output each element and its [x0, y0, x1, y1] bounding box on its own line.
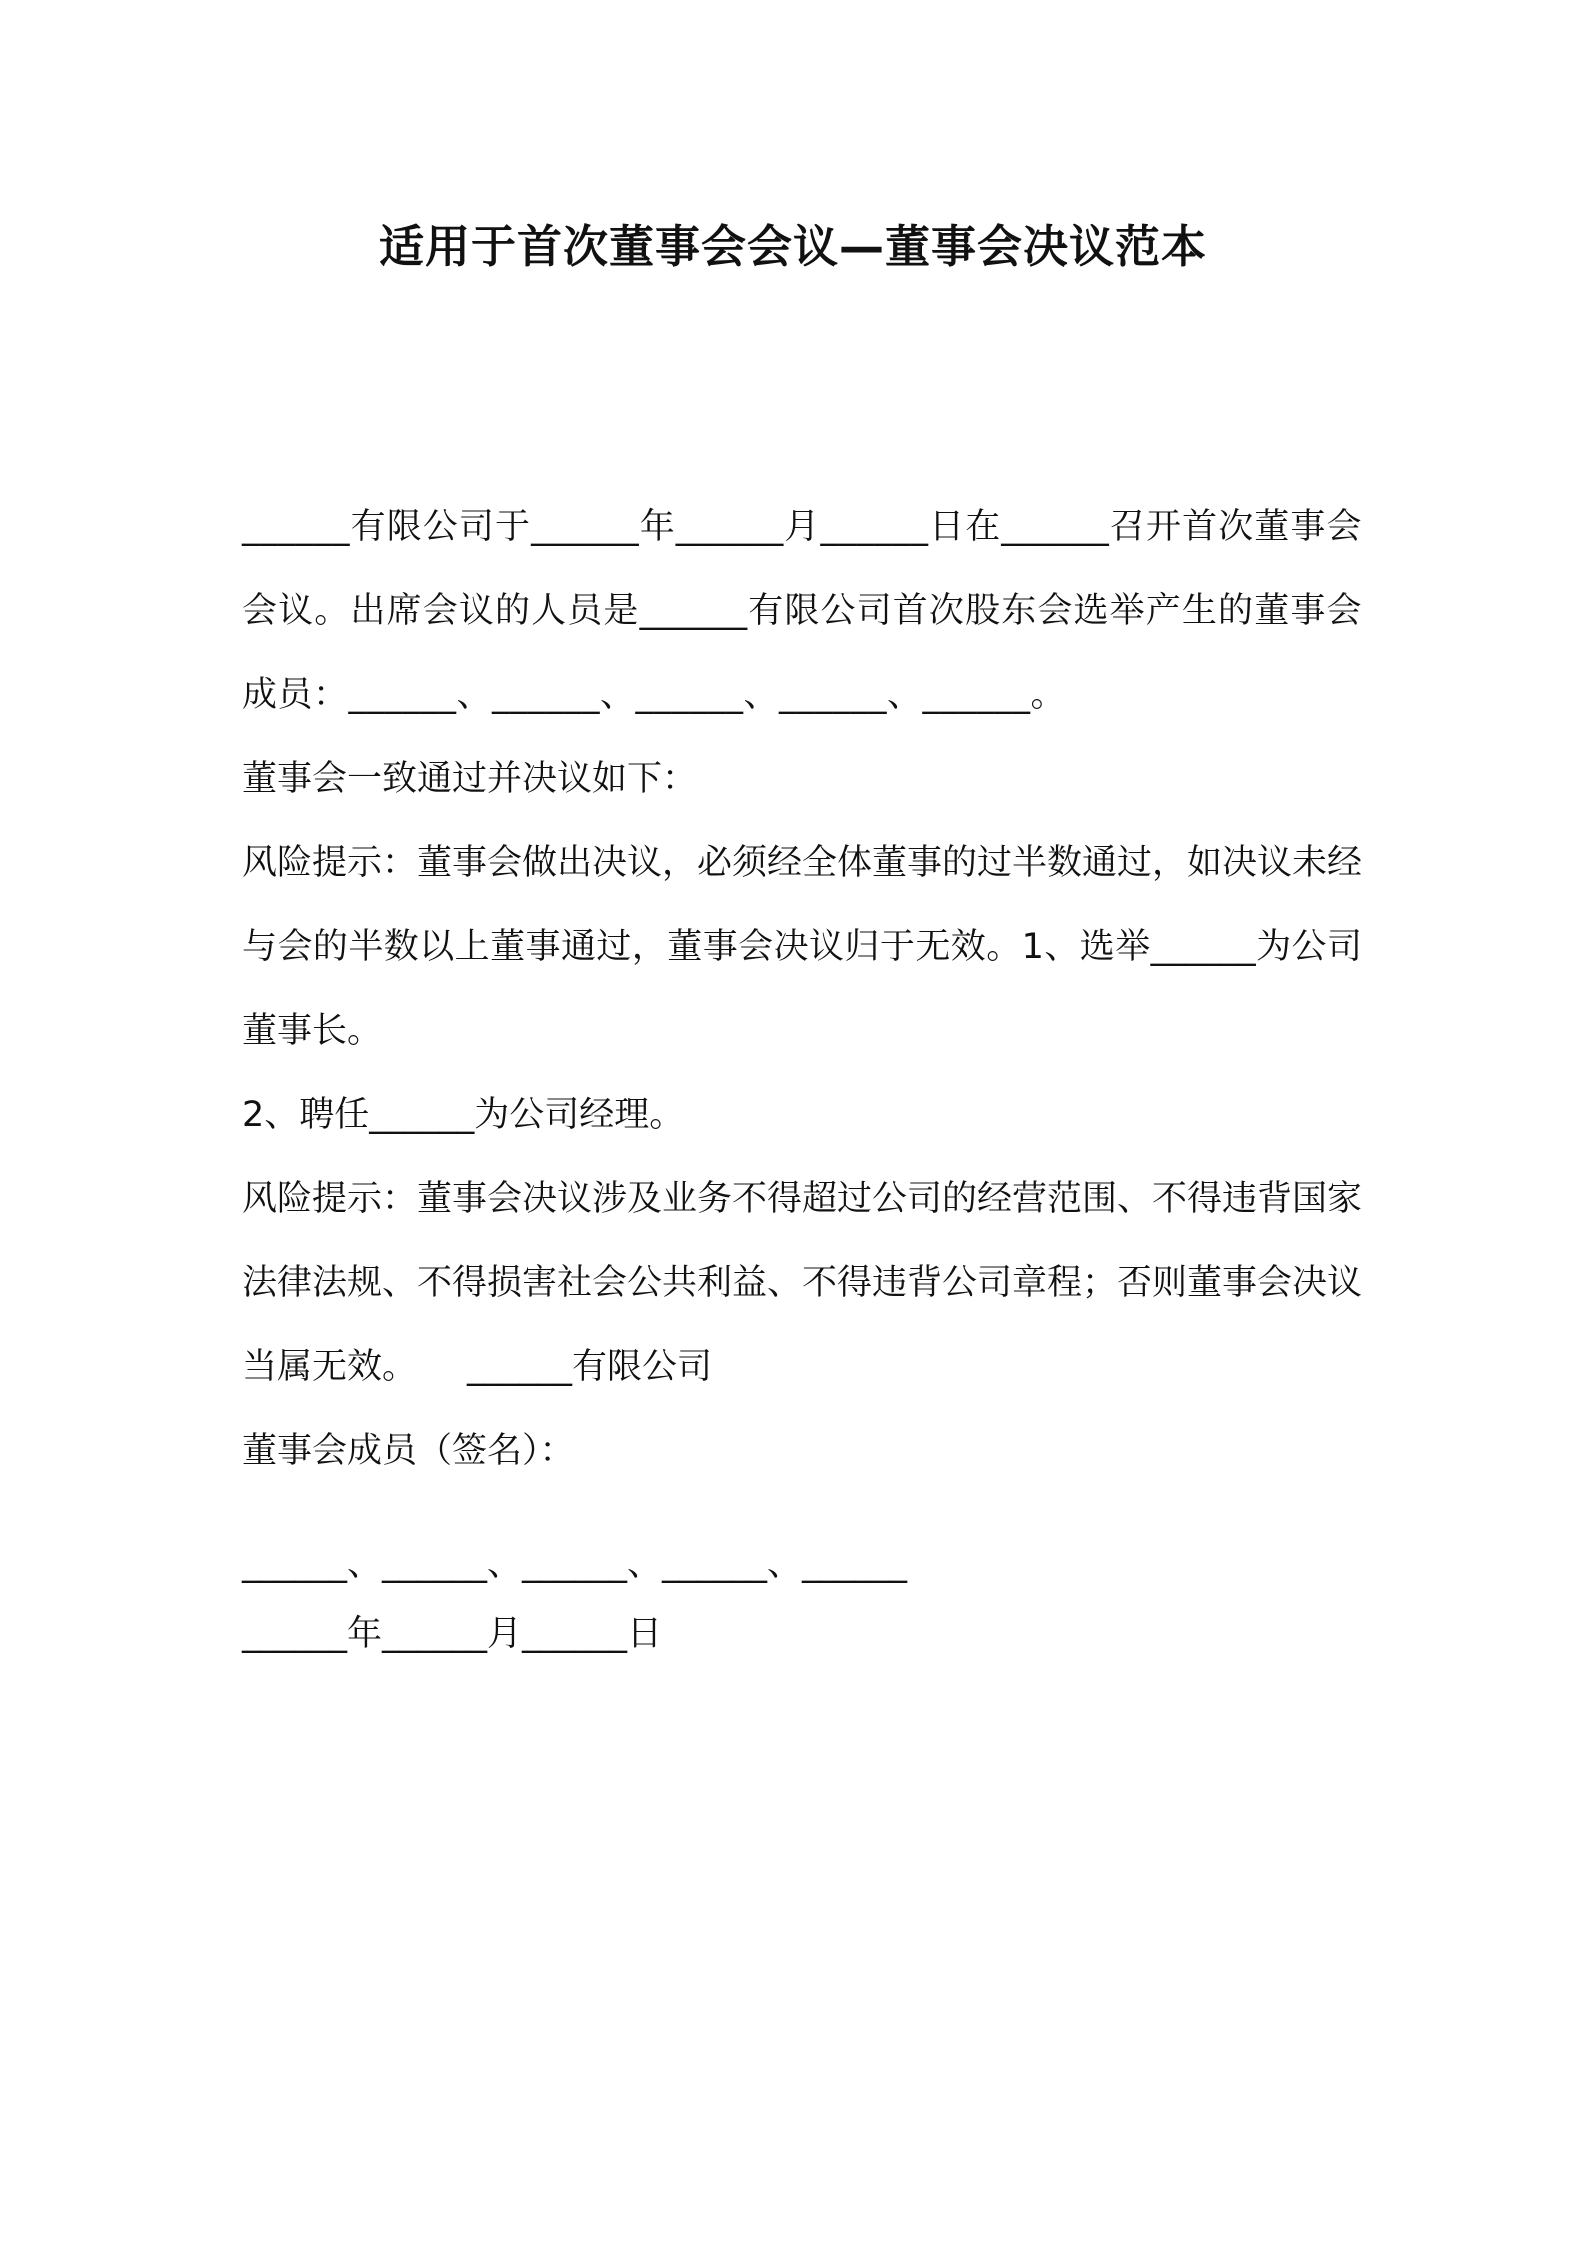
signature-label: 董事会成员（签名）： [242, 1431, 575, 1471]
resolution-intro: 董事会一致通过并决议如下： [242, 759, 698, 799]
resolution-item-2: 2、聘任______为公司经理。 [242, 1095, 685, 1135]
company-name-line: ______有限公司 [467, 1347, 713, 1387]
risk-notice-2 [242, 1157, 1362, 1409]
signature-lines: ______、______、______、______、______ [242, 1544, 908, 1584]
risk-notice-1: 风险提示：董事会做出决议，必须经全体董事的过半数通过，如决议未经与会的半数以上董事通过，董事会决议归于无效。1、选举______为公司董事长。 [242, 843, 1363, 1051]
document-title: 适用于首次董事会会议—董事会决议范本 [378, 220, 1207, 273]
date-line: ______年______月______日 [242, 1614, 663, 1654]
risk-notice-2-text: 风险提示：董事会决议涉及业务不得超过公司的经营范围、不得违背国家法律法规、不得损害社会公共利益、不得违背公司章程；否则董事会决议当属无效。 [242, 1179, 1363, 1387]
intro-paragraph: ______有限公司于______年______月______日在______召开首次董事会会议。出席会议的人员是______有限公司首次股东会选举产生的董事会成员：______、______、______、______、______。 [242, 507, 1362, 715]
document-body [242, 485, 1362, 1669]
